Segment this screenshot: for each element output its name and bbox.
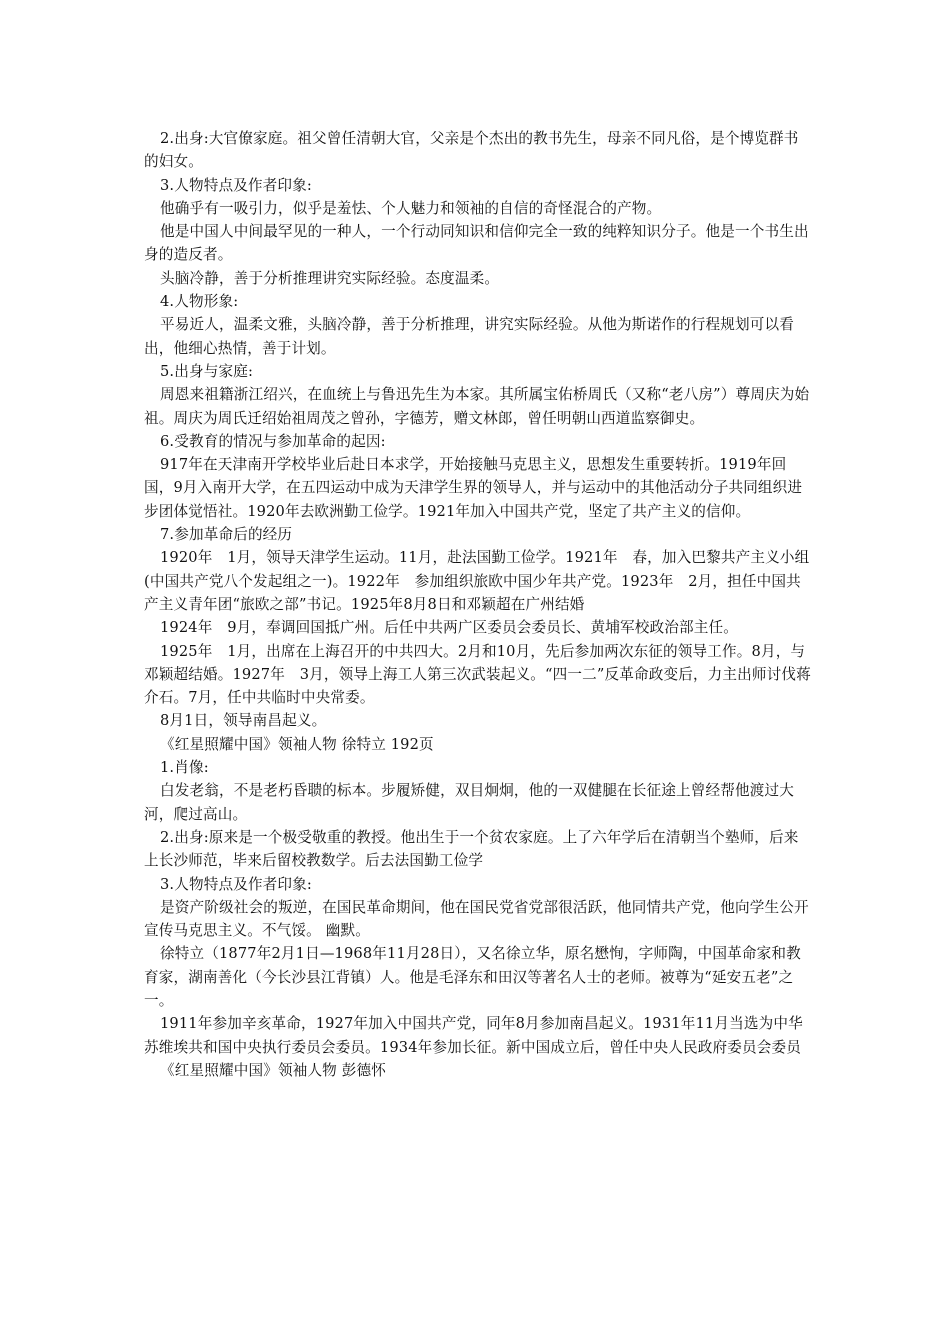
paragraph: 头脑冷静，善于分析推理讲究实际经验。态度温柔。 (160, 269, 500, 287)
section-heading: 1.肖像: (160, 759, 209, 777)
section-heading: 3.人物特点及作者印象: (160, 176, 312, 194)
document-body (144, 127, 812, 1082)
section-heading: 7.参加革命后的经历 (160, 526, 293, 544)
paragraph: 917年在天津南开学校毕业后赴日本求学，开始接触马克思主义，思想发生重要转折。1919年回国，9月入南开大学，在五四运动中成为天津学生界的领导人，并与运动中的其他活动分子共同组织进步团体觉悟社。1920年去欧洲勤工俭学。1921年加入中国共产党，坚定了共产主义的信仰。 (144, 456, 803, 520)
paragraph: 8月1日，领导南昌起义。 (160, 712, 327, 730)
paragraph: 2.出身:大官僚家庭。祖父曾任清朝大官，父亲是个杰出的教书先生，母亲不同凡俗，是个博览群书的妇女。 (144, 130, 799, 171)
paragraph: 周恩来祖籍浙江绍兴，在血统上与鲁迅先生为本家。其所属宝佑桥周氏（又称“老八房”）尊周庆为始祖。周庆为周氏迁绍始祖周茂之曾孙，字德芳，赠文林郎，曾任明朝山西道监察御史。 (144, 386, 810, 427)
section-heading: 5.出身与家庭: (160, 362, 254, 380)
paragraph: 1920年 1月，领导天津学生运动。11月，赴法国勤工俭学。1921年 春，加入巴黎共产主义小组(中国共产党八个发起组之一)。1922年 参加组织旅欧中国少年共产党。1923年 2月，担任中国共产主义青年团“旅欧之部”书记。1925年8月8日和邓颖超在广州结婚 (144, 549, 810, 613)
paragraph: 他是中国人中间最罕见的一种人，一个行动同知识和信仰完全一致的纯粹知识分子。他是一个书生出身的造反者。 (144, 223, 809, 264)
section-title: 《红星照耀中国》领袖人物 彭德怀 (160, 1061, 386, 1079)
section-heading: 4.人物形象: (160, 293, 239, 311)
paragraph: 1911年参加辛亥革命，1927年加入中国共产党，同年8月参加南昌起义。1931年11月当选为中华苏维埃共和国中央执行委员会委员。1934年参加长征。新中国成立后，曾任中央人民政府委员会委员 (144, 1015, 803, 1056)
paragraph: 1924年 9月，奉调回国抵广州。后任中共两广区委员会委员长、黄埔军校政治部主任。 (160, 619, 738, 637)
paragraph: 1925年 1月，出席在上海召开的中共四大。2月和10月，先后参加两次东征的领导工作。8月，与邓颖超结婚。1927年 3月，领导上海工人第三次武装起义。“四一二”反革命政变后，力主出师讨伐蒋介石。7月，任中共临时中央常委。 (144, 642, 811, 707)
section-title: 《红星照耀中国》领袖人物 徐特立 192页 (160, 735, 434, 753)
section-heading: 3.人物特点及作者印象: (160, 875, 312, 893)
paragraph: 白发老翁，不是老朽昏聩的标本。步履矫健，双目炯炯，他的一双健腿在长征途上曾经帮他渡过大河，爬过高山。 (144, 782, 794, 823)
paragraph: 徐特立（1877年2月1日—1968年11月28日），又名徐立华，原名懋恂，字师陶，中国革命家和教育家，湖南善化（今长沙县江背镇）人。他是毛泽东和田汉等著名人士的老师。被尊为“延安五老”之一。 (144, 945, 801, 1009)
paragraph: 是资产阶级社会的叛逆，在国民革命期间，他在国民党省党部很活跃，他同情共产党，他向学生公开宣传马克思主义。不气馁。 幽默。 (144, 898, 809, 940)
paragraph: 2.出身:原来是一个极受敬重的教授。他出生于一个贫农家庭。上了六年学后在清朝当个塾师，后来上长沙师范，毕来后留校教数学。后去法国勤工俭学 (144, 828, 799, 870)
paragraph: 平易近人，温柔文雅，头脑冷静，善于分析推理，讲究实际经验。从他为斯诺作的行程规划可以看出，他细心热情，善于计划。 (144, 316, 794, 357)
section-heading: 6.受教育的情况与参加革命的起因: (160, 432, 386, 450)
paragraph: 他确乎有一吸引力，似乎是羞怯、个人魅力和领袖的自信的奇怪混合的产物。 (160, 199, 662, 217)
